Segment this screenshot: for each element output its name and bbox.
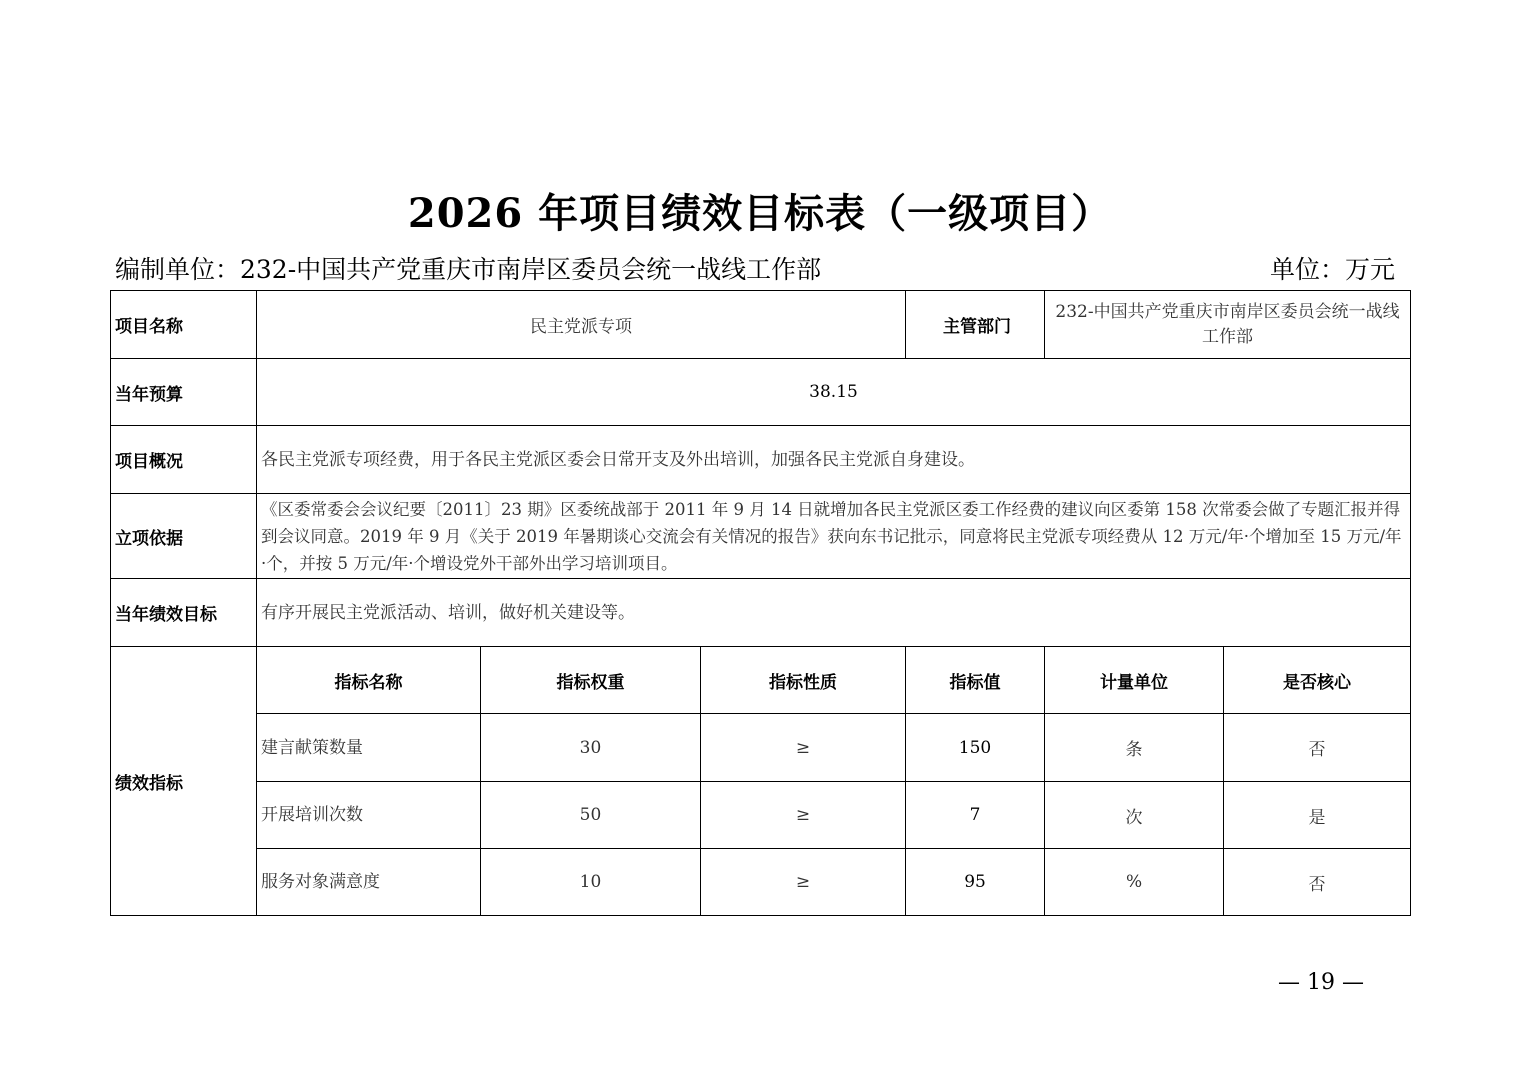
is-core: 否 [1224, 849, 1411, 916]
indicator-value: 7 [906, 782, 1045, 849]
page-title: 2026 年项目绩效目标表（一级项目） [407, 190, 1113, 237]
header-is-core: 是否核心 [1224, 647, 1411, 714]
money-unit: 单位：万元 [1269, 255, 1395, 284]
table-row [111, 782, 1411, 849]
budget-label: 当年预算 [111, 359, 257, 426]
indicator-value: 95 [906, 849, 1045, 916]
header-info [115, 250, 1395, 290]
row-overview [111, 426, 1411, 494]
indicator-weight: 50 [481, 782, 701, 849]
header-measure-unit: 计量单位 [1045, 647, 1224, 714]
page-number: — 19 — [1278, 970, 1364, 995]
row-budget [111, 359, 1411, 426]
budget-value: 38.15 [257, 359, 1411, 426]
table-row [111, 849, 1411, 916]
project-name-value: 民主党派专项 [257, 291, 906, 359]
dept-label: 主管部门 [906, 291, 1045, 359]
overview-label: 项目概况 [111, 426, 257, 494]
measure-unit: % [1045, 849, 1224, 916]
indicator-nature: ≥ [701, 849, 906, 916]
header-indicator-value: 指标值 [906, 647, 1045, 714]
indicator-nature: ≥ [701, 714, 906, 782]
indicator-weight: 30 [481, 714, 701, 782]
measure-unit: 条 [1045, 714, 1224, 782]
row-basis [111, 494, 1411, 579]
performance-table [110, 290, 1411, 916]
header-indicator-weight: 指标权重 [481, 647, 701, 714]
header-indicator-name: 指标名称 [257, 647, 481, 714]
is-core: 是 [1224, 782, 1411, 849]
indicator-weight: 10 [481, 849, 701, 916]
compile-unit: 编制单位：232-中国共产党重庆市南岸区委员会统一战线工作部 [115, 255, 822, 284]
is-core: 否 [1224, 714, 1411, 782]
goal-label: 当年绩效目标 [111, 579, 257, 647]
project-name-label: 项目名称 [111, 291, 257, 359]
indicator-label: 绩效指标 [111, 647, 257, 916]
header-indicator-nature: 指标性质 [701, 647, 906, 714]
indicator-nature: ≥ [701, 782, 906, 849]
dept-value: 232-中国共产党重庆市南岸区委员会统一战线工作部 [1045, 291, 1411, 359]
indicator-value: 150 [906, 714, 1045, 782]
basis-value: 《区委常委会会议纪要〔2011〕23 期》区委统战部于 2011 年 9 月 14 日就增加各民主党派区委工作经费的建议向区委第 158 次常委会做了专题汇报并得到会议同意。2019 年 9 月《关于 2019 年暑期谈心交流会有关情况的报告》获向东书记批示，同意将民主党派专项经费从 12 万元/年·个增加至 15 万元/年·个，并按 5 万元/年·个增设党外干部外出学习培训项目。 [257, 494, 1411, 579]
indicator-name: 建言献策数量 [257, 714, 481, 782]
row-goal [111, 579, 1411, 647]
row-project-name [111, 291, 1411, 359]
basis-label: 立项依据 [111, 494, 257, 579]
indicator-name: 服务对象满意度 [257, 849, 481, 916]
indicator-header-row [111, 647, 1411, 714]
goal-value: 有序开展民主党派活动、培训，做好机关建设等。 [257, 579, 1411, 647]
measure-unit: 次 [1045, 782, 1224, 849]
indicator-name: 开展培训次数 [257, 782, 481, 849]
table-row [111, 714, 1411, 782]
overview-value: 各民主党派专项经费，用于各民主党派区委会日常开支及外出培训，加强各民主党派自身建设。 [257, 426, 1411, 494]
